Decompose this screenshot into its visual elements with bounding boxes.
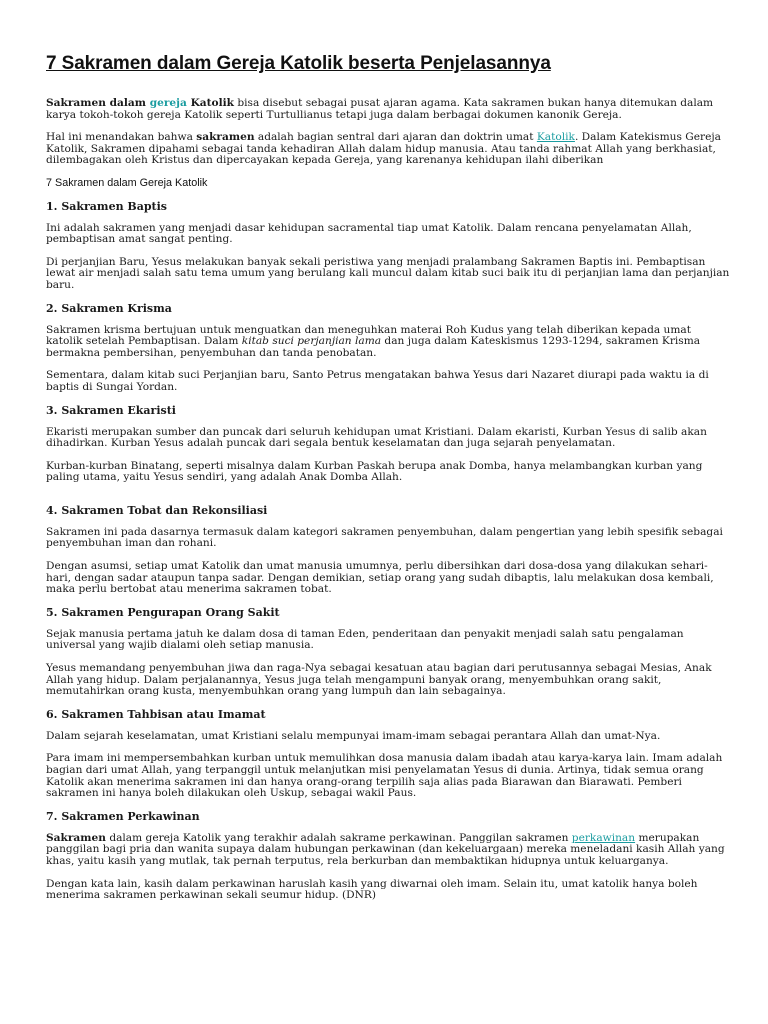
- link-gereja[interactable]: gereja: [149, 97, 187, 109]
- krisma-paragraph-1: [46, 325, 730, 360]
- link-perkawinan[interactable]: perkawinan: [571, 831, 636, 844]
- para2-text-3: . Dalam Katekismus Gereja Katolik, Sakramen dipahami sebagai tanda kehadiran Allah dalam hidup manusia. Atau tanda rahmat Allah yang berkhasiat, dilembagakan oleh Kristus dan dipercayakan kepada Gereja, yang karenanya kehidupan ilahi diberikan: [46, 131, 721, 167]
- heading-ekaristi: 3. Sakramen Ekaristi: [46, 403, 176, 417]
- intro-bold-katolik: Katolik: [186, 97, 234, 109]
- heading-perkawinan: 7. Sakramen Perkawinan: [46, 809, 200, 823]
- intro-bold-start: Sakramen dalam: [46, 97, 150, 109]
- baptis-paragraph-2: Di perjanjian Baru, Yesus melakukan banyak sekali peristiwa yang menjadi pralambang Sakramen Baptis ini. Pembaptisan lewat air menjadi salah satu tema umum yang berulang kali muncul dalam kitab suci baik itu di perjanjian lama dan perjanjian baru.: [46, 255, 730, 291]
- krisma-text-2: dan juga dalam Kateskismus 1293-1294, sakramen Krisma bermakna pembersihan, penyembuhan dan tanda penobatan.: [46, 335, 701, 359]
- krisma-italic: kitab suci perjanjian lama: [241, 335, 382, 348]
- heading-tahbisan: 6. Sakramen Tahbisan atau Imamat: [46, 707, 266, 721]
- tahbisan-paragraph-1: Dalam sejarah keselamatan, umat Kristiani selalu mempunyai imam-imam sebagai perantara Allah dan umat-Nya.: [46, 729, 661, 742]
- second-paragraph: [46, 132, 730, 167]
- intro-paragraph: [46, 98, 730, 121]
- krisma-paragraph-2: Sementara, dalam kitab suci Perjanjian baru, Santo Petrus mengatakan bahwa Yesus dari Nazaret diurapi pada waktu ia di baptis di Sungai Yordan.: [46, 369, 709, 393]
- heading-pengurapan: 5. Sakramen Pengurapan Orang Sakit: [46, 605, 280, 619]
- heading-baptis: 1. Sakramen Baptis: [46, 199, 167, 213]
- heading-krisma: 2. Sakramen Krisma: [46, 301, 172, 315]
- tahbisan-paragraph-2: Para imam ini mempersembahkan kurban untuk memulihkan dosa manusia dalam ibadah atau karya-karya lain. Imam adalah bagian dari umat Allah, yang terpanggil untuk melanjutkan misi penyelamatan Yesus di dunia. Artinya, tidak semua orang Katolik akan menerima sakramen ini dan hanya orang-orang terpilih saja alias pada Biarawan dan Biarawati. Pemberi sakramen ini hanya boleh dilakukan oleh Uskup, sebagai wakil Paus.: [46, 752, 723, 800]
- perkawinan-paragraph-2: Dengan kata lain, kasih dalam perkawinan haruslah kasih yang diwarnai oleh imam. Selain itu, umat katolik hanya boleh menerima sakramen perkawinan sekali seumur hidup. (DNR): [46, 877, 698, 902]
- heading-tobat: 4. Sakramen Tobat dan Rekonsiliasi: [46, 503, 268, 517]
- article: [46, 52, 730, 913]
- para2-text-1: Hal ini menandakan bahwa: [46, 131, 197, 144]
- pengurapan-paragraph-1: Sejak manusia pertama jatuh ke dalam dosa di taman Eden, penderitaan dan penyakit menjadi salah satu pengalaman universal yang wajib dialami oleh setiap manusia.: [46, 627, 684, 652]
- intro-text: bisa disebut sebagai pusat ajaran agama. Kata sakramen bukan hanya ditemukan dalam karya tokoh-tokoh gereja Katolik seperti Turtullianus tetapi juga dalam berbagai dokumen kanonik Gereja.: [46, 97, 714, 121]
- section-subtitle: 7 Sakramen dalam Gereja Katolik: [46, 176, 208, 189]
- perkawinan-paragraph-1: [46, 833, 730, 868]
- baptis-paragraph-1: Ini adalah sakramen yang menjadi dasar kehidupan sacramental tiap umat Katolik. Dalam rencana penyelamatan Allah, pembaptisan amat sangat penting.: [46, 221, 692, 246]
- perkawinan-text-2: merupakan panggilan bagi pria dan wanita supaya dalam hubungan perkawinan (dan kekeluargaan) mereka meneladani kasih Allah yang khas, yaitu kasih yang mutlak, tak pernah terputus, rela berkurban dan membaktikan hidupnya untuk keluarganya.: [46, 831, 725, 867]
- pengurapan-paragraph-2: Yesus memandang penyembuhan jiwa dan raga-Nya sebagai kesatuan atau bagian dari perutusannya sebagai Mesias, Anak Allah yang hidup. Dalam perjalanannya, Yesus juga telah mengampuni banyak orang, menyembuhkan orang sakit, memutahirkan orang kusta, menyembuhkan orang yang lumpuh dan lain sebagainya.: [46, 662, 712, 698]
- ekaristi-paragraph-1: Ekaristi merupakan sumber dan puncak dari seluruh kehidupan umat Kristiani. Dalam ekaristi, Kurban Yesus di salib akan dihadirkan. Kurban Yesus adalah puncak dari segala bentuk keselamatan dan juga sejarah penyelamatan.: [46, 425, 707, 450]
- tobat-paragraph-2: Dengan asumsi, setiap umat Katolik dan umat manusia umumnya, perlu dibersihkan dari dosa-dosa yang dilakukan sehari-hari, dengan sadar ataupun tanpa sadar. Dengan demikian, setiap orang yang sudah dibaptis, lalu melakukan dosa kembali, maka perlu bertobat atau menerima sakramen tobat.: [46, 560, 714, 596]
- link-katolik[interactable]: Katolik: [536, 131, 575, 144]
- tobat-paragraph-1: Sakramen ini pada dasarnya termasuk dalam kategori sakramen penyembuhan, dalam pengertian yang lebih spesifik sebagai penyembuhan iman dan rohani.: [46, 525, 723, 550]
- perkawinan-bold-sakramen: Sakramen: [46, 831, 106, 844]
- perkawinan-text-1: dalam gereja Katolik yang terakhir adalah sakrame perkawinan. Panggilan sakramen: [105, 831, 572, 844]
- ekaristi-paragraph-2: Kurban-kurban Binatang, seperti misalnya dalam Kurban Paskah berupa anak Domba, hanya melambangkan kurban yang paling utama, yaitu Yesus sendiri, yang adalah Anak Domba Allah.: [46, 459, 703, 484]
- page-title: 7 Sakramen dalam Gereja Katolik beserta Penjelasannya: [46, 53, 551, 74]
- para2-bold-sakramen: sakramen: [196, 131, 255, 144]
- krisma-text-1: Sakramen krisma bertujuan untuk menguatkan dan meneguhkan materai Roh Kudus yang telah diberikan kepada umat katolik setelah Pembaptisan. Dalam: [46, 323, 691, 348]
- para2-text-2: adalah bagian sentral dari ajaran dan doktrin umat: [254, 131, 537, 144]
